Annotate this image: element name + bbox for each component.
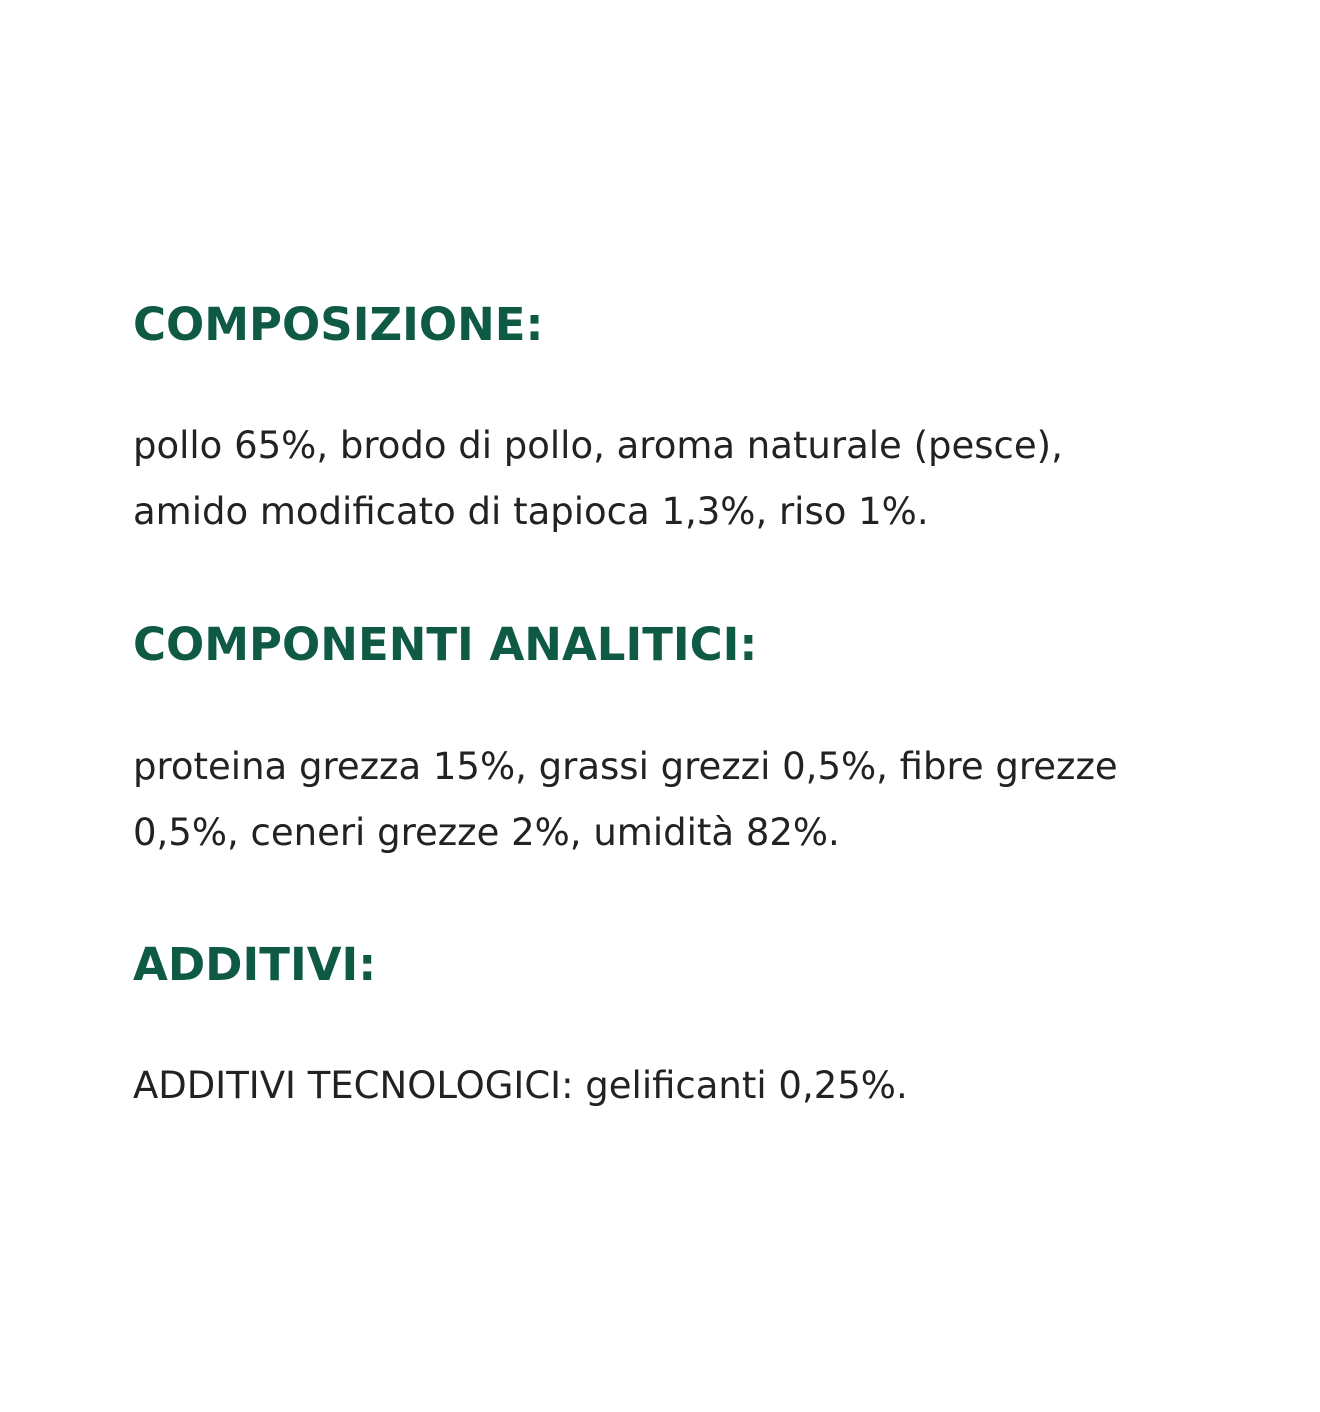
analytical-components-heading: COMPONENTI ANALITICI: (133, 618, 758, 671)
composition-heading: COMPOSIZIONE: (133, 298, 544, 351)
composition-line: amido modificato di tapioca 1,3%, riso 1%. (133, 490, 929, 533)
analytical-components-line: 0,5%, ceneri grezze 2%, umidità 82%. (133, 811, 840, 854)
composition-line: pollo 65%, brodo di pollo, aroma naturale (pesce), (133, 424, 1063, 467)
additives-text (133, 1053, 1253, 1119)
additives-line: ADDITIVI TECNOLOGICI: gelificanti 0,25%. (133, 1064, 908, 1107)
analytical-components-text (133, 734, 1253, 866)
composition-text (133, 413, 1253, 545)
additives-heading: ADDITIVI: (133, 938, 377, 991)
analytical-components-line: proteina grezza 15%, grassi grezzi 0,5%, fibre grezze (133, 745, 1118, 788)
